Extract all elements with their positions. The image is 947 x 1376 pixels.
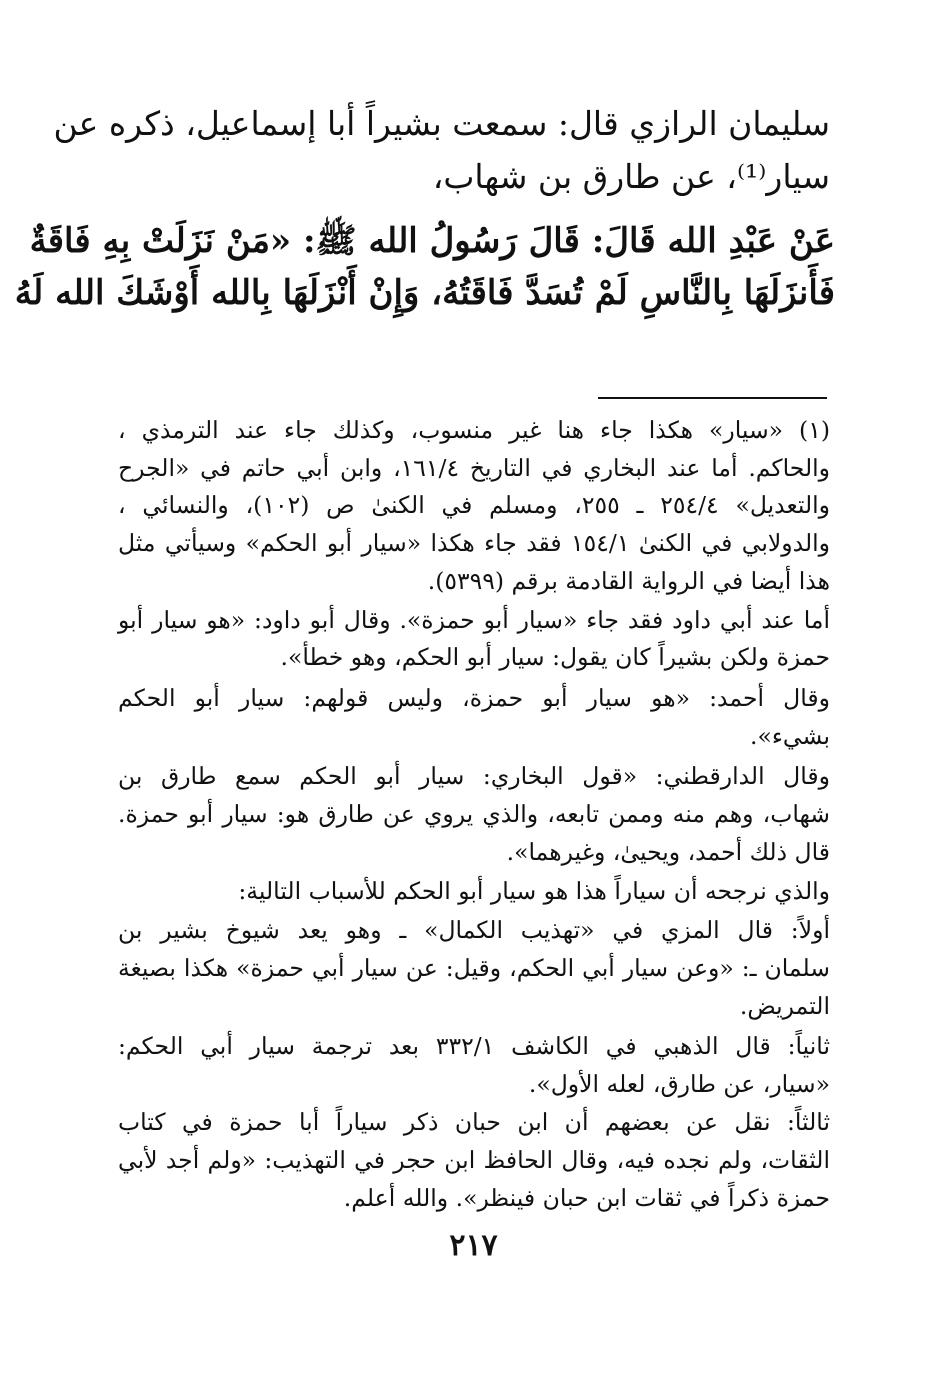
footnote-line: وقال الدارقطني: «قول البخاري: سيار أبو الحكم سمع طارق بن [118, 762, 830, 790]
footnote-line: ثالثاً: نقل عن بعضهم أن ابن حبان ذكر سياراً أبا حمزة في كتاب [118, 1108, 830, 1136]
main-text-line-1: سليمان الرازي قال: سمعت بشيراً أبا إسماعيل، ذكره عن [53, 104, 830, 143]
footnote-line: والدولابي في الكنىٰ ١٥٤/١ فقد جاء هكذا «سيار أبو الحكم» وسيأتي مثل [118, 529, 830, 557]
footnote-line: والتعديل» ٢٥٤/٤ ـ ٢٥٥، ومسلم في الكنىٰ ص (١٠٢)، والنسائي ، [118, 491, 830, 519]
hadith-line-2: فَأَنزَلَهَا بِالنَّاسِ لَمْ تُسَدَّ فَاقَتُهُ، وَإِنْ أَنْزَلَهَا بِالله أَوْشَكَ الله لَهُ [14, 273, 835, 313]
footnote-line: قال ذلك أحمد، ويحيىٰ، وغيرهما». [506, 838, 830, 866]
page-number: ٢١٧ [449, 1228, 498, 1263]
footnote-line: شهاب، وهم منه وممن تابعه، والذي يروي عن طارق هو: سيار أبو حمزة. [118, 800, 830, 828]
footnote-line: ثانياً: قال الذهبي في الكاشف ٣٣٢/١ بعد ترجمة سيار أبي الحكم: [118, 1032, 830, 1060]
footnote-line: «سيار، عن طارق، لعله الأول». [528, 1070, 830, 1098]
footnote-line: سلمان ـ: «وعن سيار أبي الحكم، وقيل: عن سيار أبي حمزة» هكذا بصيغة [118, 954, 830, 982]
footnote-line: أما عند أبي داود فقد جاء «سيار أبو حمزة». وقال أبو داود: «هو سيار أبو [118, 606, 830, 634]
footnote-line: هذا أيضا في الرواية القادمة برقم (٥٣٩٩). [427, 567, 830, 595]
footnote-line: أولاً: قال المزي في «تهذيب الكمال» ـ وهو يعد شيوخ بشير بن [118, 916, 830, 944]
footnote-line: بشيء». [750, 722, 830, 750]
footnote-line: حمزة ذكراً في ثقات ابن حبان فينظر». والله أعلم. [343, 1184, 830, 1212]
footnote-line: وقال أحمد: «هو سيار أبو حمزة، وليس قولهم: سيار أبو الحكم [118, 684, 830, 712]
footnote-separator [598, 397, 827, 399]
main-text-line-2: سيار⁽¹⁾، عن طارق بن شهاب، [432, 157, 830, 196]
footnote-line: حمزة ولكن بشيراً كان يقول: سيار أبو الحكم، وهو خطأ». [280, 643, 830, 671]
footnote-line: والحاكم. أما عند البخاري في التاريخ ١٦١/٤، وابن أبي حاتم في «الجرح [118, 454, 830, 482]
footnote-line: الثقات، ولم نجده فيه، وقال الحافظ ابن حجر في التهذيب: «ولم أجد لأبي [118, 1146, 830, 1174]
footnote-line: والذي نرجحه أن سياراً هذا هو سيار أبو الحكم للأسباب التالية: [238, 877, 830, 905]
footnote-line: (١) «سيار» هكذا جاء هنا غير منسوب، وكذلك جاء عند الترمذي ، [118, 416, 830, 444]
footnote-line: التمريض. [739, 992, 830, 1020]
hadith-line-1: عَنْ عَبْدِ الله قَالَ: قَالَ رَسُولُ الله ﷺ: «مَنْ نَزَلَتْ بِهِ فَاقَةٌ [29, 221, 835, 261]
